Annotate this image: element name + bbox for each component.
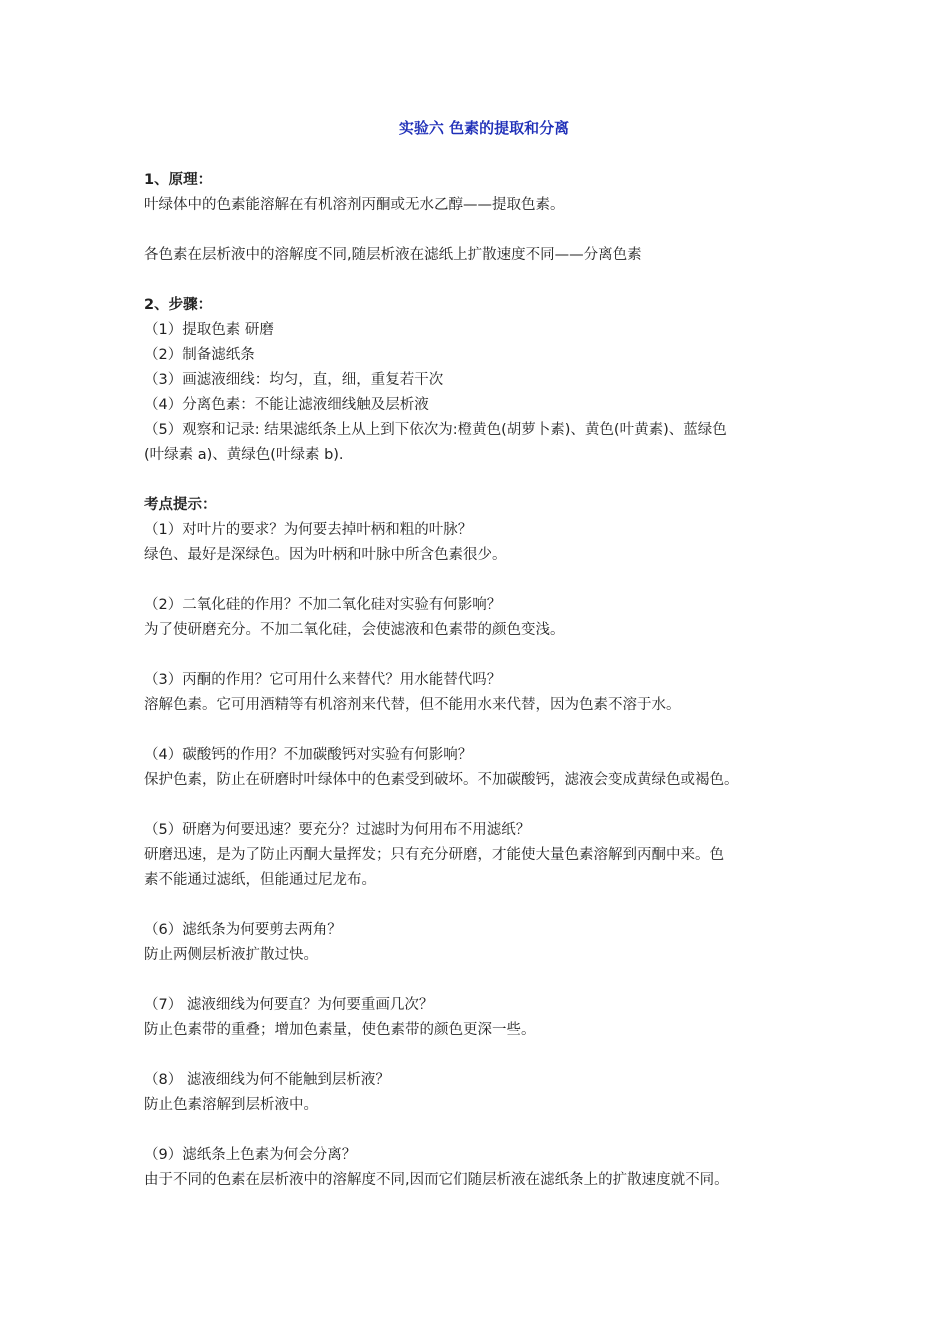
tips-heading: 考点提示：: [144, 497, 217, 513]
step-item: （1）提取色素 研磨: [144, 322, 274, 338]
tip-question-6: （6）滤纸条为何要剪去两角？: [144, 922, 342, 938]
document-page: [144, 118, 824, 1193]
tip-answer-6: 防止两侧层析液扩散过快。: [144, 947, 318, 963]
document-title: 实验六 色素的提取和分离: [398, 119, 570, 137]
step-item: （4）分离色素：不能让滤液细线触及层析液: [144, 397, 429, 413]
tip-answer-7: 防止色素带的重叠；增加色素量，使色素带的颜色更深一些。: [144, 1022, 536, 1038]
tip-question-9: （9）滤纸条上色素为何会分离？: [144, 1147, 357, 1163]
principle-heading: 1、原理：: [144, 172, 213, 188]
tip-question-5: （5）研磨为何要迅速？要充分？过滤时为何用布不用滤纸？: [144, 822, 531, 838]
tip-answer-9: 由于不同的色素在层析液中的溶解度不同,因而它们随层析液在滤纸条上的扩散速度就不同。: [144, 1172, 729, 1188]
tip-answer-2: 为了使研磨充分。不加二氧化硅，会使滤液和色素带的颜色变浅。: [144, 622, 565, 638]
principle-line-1: 叶绿体中的色素能溶解在有机溶剂丙酮或无水乙醇——提取色素。: [144, 197, 565, 213]
tip-question-2: （2）二氧化硅的作用？不加二氧化硅对实验有何影响？: [144, 597, 502, 613]
tip-question-3: （3）丙酮的作用？它可用什么来替代？用水能替代吗？: [144, 672, 502, 688]
step-item-continued: (叶绿素 a)、黄绿色(叶绿素 b).: [144, 447, 344, 463]
tip-answer-8: 防止色素溶解到层析液中。: [144, 1097, 318, 1113]
tip-question-4: （4）碳酸钙的作用？不加碳酸钙对实验有何影响？: [144, 747, 473, 763]
step-item: （3）画滤液细线：均匀，直，细，重复若干次: [144, 372, 444, 388]
tip-answer-3: 溶解色素。它可用酒精等有机溶剂来代替，但不能用水来代替，因为色素不溶于水。: [144, 697, 681, 713]
step-item: （2）制备滤纸条: [144, 347, 255, 363]
tip-answer-5-line-1: 研磨迅速，是为了防止丙酮大量挥发；只有充分研磨，才能使大量色素溶解到丙酮中来。色: [144, 847, 724, 863]
principle-line-2: 各色素在层析液中的溶解度不同,随层析液在滤纸上扩散速度不同——分离色素: [144, 247, 642, 263]
step-item: （5）观察和记录: 结果滤纸条上从上到下依次为:橙黄色(胡萝卜素)、黄色(叶黄素)、蓝绿色: [144, 422, 727, 438]
tip-question-1: （1）对叶片的要求？为何要去掉叶柄和粗的叶脉？: [144, 522, 473, 538]
tip-question-8: （8） 滤液细线为何不能触到层析液？: [144, 1072, 390, 1088]
steps-heading: 2、步骤：: [144, 297, 213, 313]
tip-answer-4: 保护色素，防止在研磨时叶绿体中的色素受到破坏。不加碳酸钙，滤液会变成黄绿色或褐色。: [144, 772, 739, 788]
tip-answer-1: 绿色、最好是深绿色。因为叶柄和叶脉中所含色素很少。: [144, 547, 507, 563]
tip-question-7: （7） 滤液细线为何要直？为何要重画几次？: [144, 997, 434, 1013]
tip-answer-5-line-2: 素不能通过滤纸，但能通过尼龙布。: [144, 872, 376, 888]
